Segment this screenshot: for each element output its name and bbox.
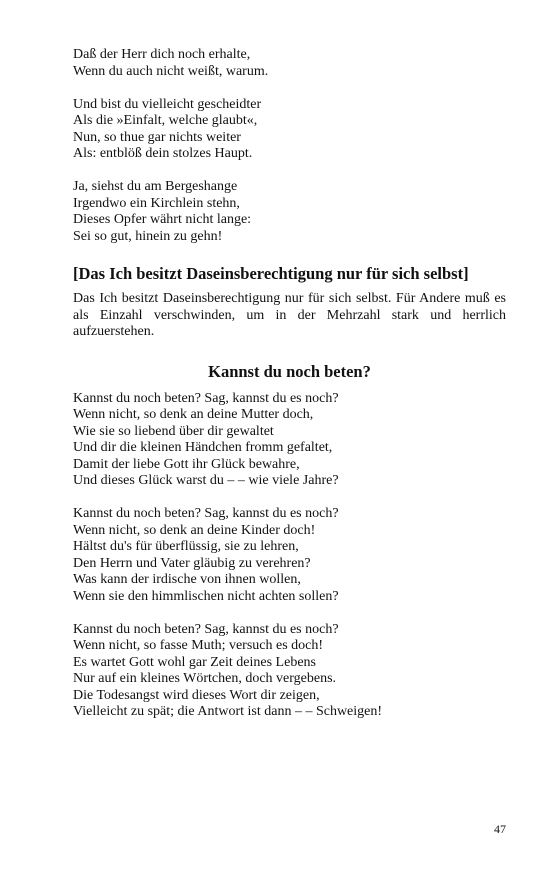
stanza [73,391,506,490]
verse-line: Die Todesangst wird dieses Wort dir zeigen, [73,687,320,703]
verse-line: Wenn nicht, so fasse Muth; versuch es doch! [73,638,324,653]
poem-title: Kannst du noch beten? [208,361,371,381]
verse-line: Es wartet Gott wohl gar Zeit deines Lebens [73,654,316,670]
verse-line: Kannst du noch beten? Sag, kannst du es noch? [73,390,339,406]
verse-line: Wenn nicht, so denk an deine Kinder doch! [73,522,316,538]
verse-line: Wenn nicht, so denk an deine Mutter doch, [73,407,314,422]
verse-line: Damit der liebe Gott ihr Glück bewahre, [73,456,300,472]
verse-line: Und bist du vielleicht gescheidter [73,96,262,112]
stanza [73,97,506,163]
stanza [73,622,506,721]
verse-line: Sei so gut, hinein zu gehn! [73,228,223,244]
verse-line: Kannst du noch beten? Sag, kannst du es noch? [73,506,339,521]
page-content [73,47,506,721]
poem [73,391,506,721]
verse-line: Den Herrn und Vater gläubig zu verehren? [73,555,311,571]
verse-line: Nur auf ein kleines Wörtchen, doch vergebens. [73,671,337,686]
verse-line: Kannst du noch beten? Sag, kannst du es noch? [73,621,339,637]
poem-fragment [73,47,506,245]
verse-line: Was kann der irdische von ihnen wollen, [73,572,301,587]
verse-line: Wenn du auch nicht weißt, warum. [73,63,269,79]
verse-line: Wie sie so liebend über dir gewaltet [73,423,274,439]
stanza [73,179,506,245]
section-heading: [Das Ich besitzt Daseinsberechtigung nur für sich selbst] [73,264,469,283]
stanza [73,47,506,80]
verse-line: Als: entblöß dein stolzes Haupt. [73,146,253,161]
page-number: 47 [494,822,506,836]
verse-line: Hältst du's für überflüssig, sie zu lehren, [73,539,299,554]
section-paragraph: Das Ich besitzt Daseinsberechtigung nur für sich selbst. Für Andere muß es als Einzahl verschwinden, um in der Mehrzahl stark und herrlich aufzuerstehen. [73,291,506,339]
verse-line: Wenn sie den himmlischen nicht achten sollen? [73,588,339,604]
verse-line: Nun, so thue gar nichts weiter [73,129,241,145]
verse-line: Irgendwo ein Kirchlein stehn, [73,195,240,211]
verse-line: Und dieses Glück warst du – – wie viele Jahre? [73,473,339,488]
stanza [73,506,506,605]
verse-line: Als die »Einfalt, welche glaubt«, [73,113,258,128]
verse-line: Und dir die kleinen Händchen fromm gefaltet, [73,440,333,455]
verse-line: Dieses Opfer währt nicht lange: [73,212,252,227]
verse-line: Daß der Herr dich noch erhalte, [73,47,251,62]
verse-line: Ja, siehst du am Bergeshange [73,179,238,194]
verse-line: Vielleicht zu spät; die Antwort ist dann – – Schweigen! [73,704,383,719]
